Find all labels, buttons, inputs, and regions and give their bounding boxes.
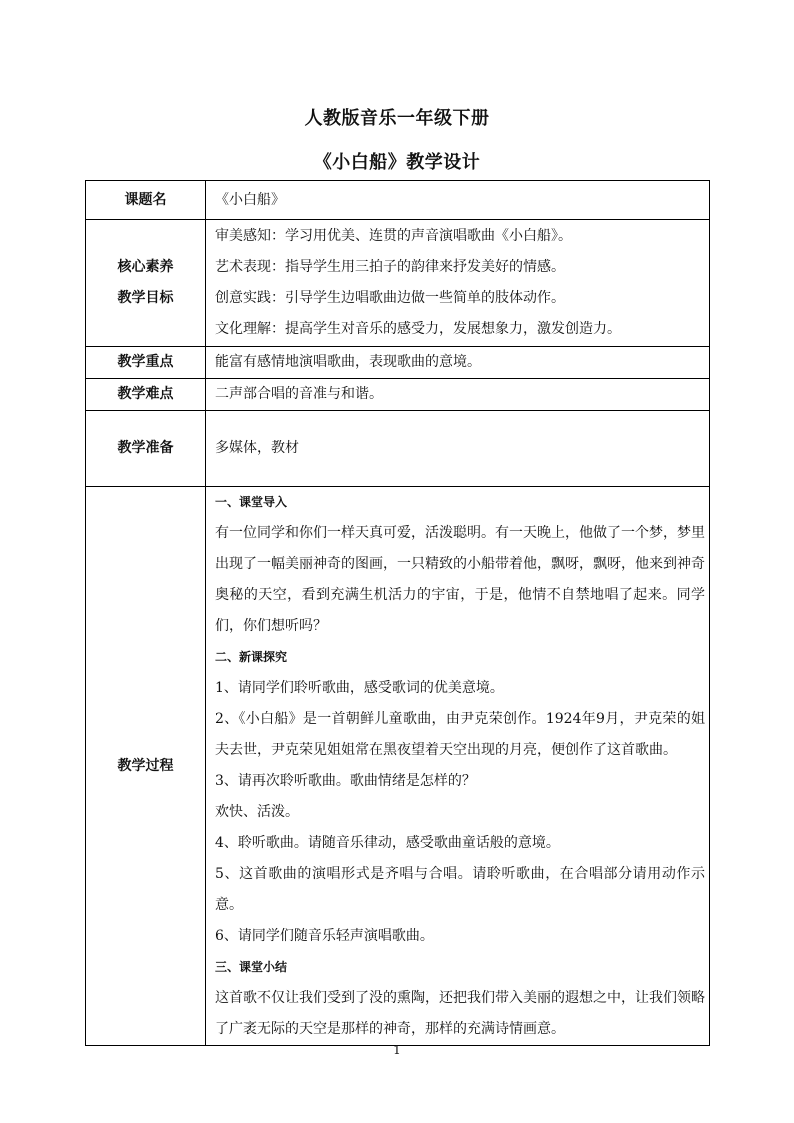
explore-step-1: 1、请同学们聆听歌曲，感受歌词的优美意境。	[215, 680, 504, 696]
explore-step-4: 4、聆听歌曲。请随音乐律动，感受歌曲童话般的意境。	[215, 835, 560, 851]
section-summary-text: 这首歌不仅让我们受到了没的熏陶，还把我们带入美丽的遐想之中，让我们领略了广袤无际的天空是那样的神奇，那样的充满诗情画意。	[215, 990, 705, 1037]
table-row-difficulties	[86, 379, 710, 411]
explore-step-6: 6、请同学们随音乐轻声演唱歌曲。	[215, 928, 434, 944]
process-label: 教学过程	[86, 487, 206, 1046]
topic-value: 《小白船》	[206, 181, 710, 220]
explore-step-3: 3、请再次聆听歌曲。歌曲情绪是怎样的？	[215, 773, 476, 789]
table-row-topic	[86, 181, 710, 220]
document-title: 人教版音乐一年级下册	[304, 108, 490, 129]
goals-label	[86, 220, 206, 347]
topic-label: 课题名	[86, 181, 206, 220]
difficulties-label: 教学难点	[86, 379, 206, 411]
key-points-label: 教学重点	[86, 347, 206, 379]
goal-expression: 艺术表现：指导学生用三拍子的韵律来抒发美好的情感。	[215, 259, 565, 275]
section-intro-text: 有一位同学和你们一样天真可爱，活泼聪明。有一天晚上，他做了一个梦，梦里出现了一幅美丽神奇的图画，一只精致的小船带着他，飘呀，飘呀，他来到神奇奥秘的天空，看到充满生机活力的宇宙，于是，他情不自禁地唱了起来。同学们，你们想听吗？	[215, 525, 705, 634]
explore-step-5: 5、这首歌曲的演唱形式是齐唱与合唱。请聆听歌曲，在合唱部分请用动作示意。	[215, 866, 705, 913]
table-row-key-points	[86, 347, 710, 379]
preparation-value: 多媒体，教材	[206, 411, 710, 487]
preparation-label: 教学准备	[86, 411, 206, 487]
section-explore-heading: 二、新课探究	[215, 650, 288, 664]
table-row-goals	[86, 220, 710, 347]
goal-creativity: 创意实践：引导学生边唱歌曲边做一些简单的肢体动作。	[215, 290, 565, 306]
lesson-plan-table	[85, 180, 710, 1046]
section-intro-heading: 一、课堂导入	[215, 495, 288, 509]
explore-step-3-answer: 欢快、活泼。	[215, 804, 299, 820]
goals-content	[206, 220, 710, 347]
section-summary-heading: 三、课堂小结	[215, 960, 288, 974]
table-row-preparation	[86, 411, 710, 487]
table-row-process	[86, 487, 710, 1046]
key-points-value: 能富有感情地演唱歌曲，表现歌曲的意境。	[206, 347, 710, 379]
goals-label-line2: 教学目标	[117, 290, 174, 306]
goals-label-line1: 核心素养	[117, 259, 174, 275]
document-subtitle: 《小白船》教学设计	[313, 152, 481, 173]
explore-step-2: 2、《小白船》是一首朝鲜儿童歌曲，由尹克荣创作。1924年9月，尹克荣的姐夫去世，尹克荣见姐姐常在黑夜望着天空出现的月亮，便创作了这首歌曲。	[215, 711, 705, 758]
goal-culture: 文化理解：提高学生对音乐的感受力，发展想象力，激发创造力。	[215, 321, 621, 337]
difficulties-value: 二声部合唱的音准与和谐。	[206, 379, 710, 411]
goal-aesthetic: 审美感知：学习用优美、连贯的声音演唱歌曲《小白船》。	[215, 228, 572, 244]
process-content	[206, 487, 710, 1046]
page-number: 1	[393, 1043, 401, 1057]
